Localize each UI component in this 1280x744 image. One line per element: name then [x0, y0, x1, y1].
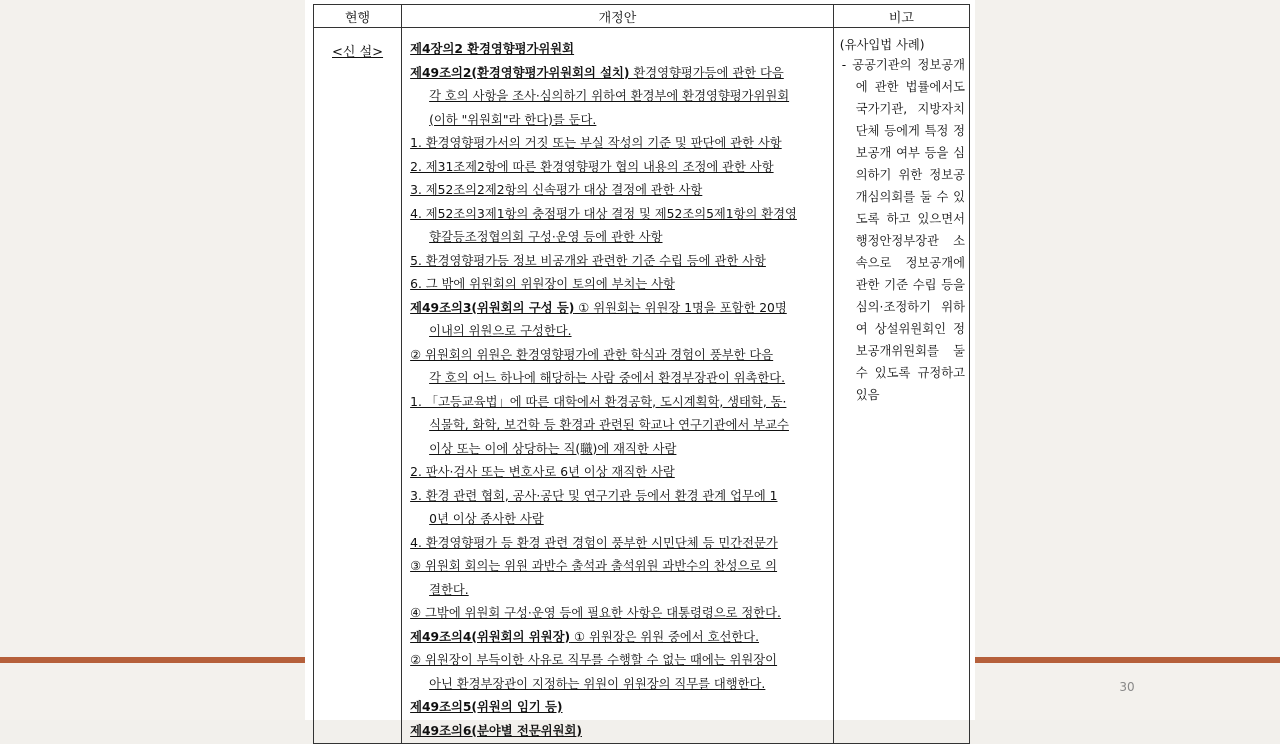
article-heading: 제49조의2(환경영향평가위원회의 설치) [410, 65, 630, 80]
article-heading: 제49조의3(위원회의 구성 등) [410, 300, 575, 315]
table-header-row [314, 5, 970, 28]
remarks-title: (유사입법 사례) [839, 38, 925, 52]
proposal-line: 제49조의2(환경영향평가위원회의 설치) 환경영향평가등에 관한 다음 [410, 65, 784, 80]
accent-rule-right [975, 657, 1280, 663]
proposal-line: 각 호의 어느 하나에 해당하는 사람 중에서 환경부장관이 위촉한다. [429, 371, 786, 385]
proposal-line: 제49조의5(위원의 임기 등) [410, 700, 563, 714]
proposal-line: 각 호의 사항을 조사·심의하기 위하여 환경부에 환경영향평가위원회 [429, 89, 790, 103]
proposal-line: 제4장의2 환경영향평가위원회 [410, 42, 575, 56]
proposal-line: 3. 환경 관련 협회, 공사·공단 및 연구기관 등에서 환경 관계 업무에 1 [410, 488, 778, 503]
header-remarks: 비고 [833, 5, 969, 28]
proposal-line: 1. 「고등교육법」에 따른 대학에서 환경공학, 도시계획학, 생태학, 동· [410, 394, 787, 409]
proposal-line: 결한다. [429, 582, 469, 597]
proposal-line: 6. 그 밖에 위원회의 위원장이 토의에 부치는 사항 [410, 277, 675, 291]
proposal-line: ③ 위원회 회의는 위원 과반수 출석과 출석위원 과반수의 찬성으로 의 [410, 559, 778, 573]
remarks-body: - 공공기관의 정보공개에 관한 법률에서도 국가기관, 지방자치단체 등에게 특정 정보공개 여부 등을 심의하기 위한 정보공개심의회를 둘 수 있도록 하고 있으면서 행정안정부장관 소속으로 정보공개에 관한 기준 수립 등을 심의·조정하기 위하여 상설위원회인 정보공개위원회를 둘 수 있도록 규정하고 있음 [841, 58, 965, 402]
proposal-line: 이상 또는 이에 상당하는 직(職)에 재직한 사람 [429, 441, 677, 456]
proposal-line: ② 위원회의 위원은 환경영향평가에 관한 학식과 경험이 풍부한 다음 [410, 347, 774, 362]
page-number: 30 [1119, 680, 1135, 694]
proposal-line: 제49조의6(분야별 전문위원회) [410, 723, 582, 738]
proposal-line: 2. 판사·검사 또는 변호사로 6년 이상 재직한 사람 [410, 465, 675, 479]
proposal-line: 이내의 위원으로 구성한다. [429, 324, 572, 338]
proposal-line: 식물학, 화학, 보건학 등 환경과 관련된 학교나 연구기관에서 부교수 [429, 418, 789, 432]
table-row [314, 28, 970, 744]
accent-rule-left [0, 657, 305, 663]
proposal-text [402, 28, 833, 743]
proposal-line: 0년 이상 종사한 사람 [429, 512, 544, 526]
proposal-line: ④ 그밖에 위원회 구성·운영 등에 필요한 사항은 대통령령으로 정한다. [410, 606, 781, 620]
article-heading: 제49조의4(위원회의 위원장) [410, 629, 571, 644]
proposal-line: 4. 환경영향평가 등 환경 관련 경험이 풍부한 시민단체 등 민간전문가 [410, 535, 778, 550]
new-provision-mark: <신 설> [332, 45, 384, 60]
proposal-line: 2. 제31조제2항에 따른 환경영향평가 협의 내용의 조정에 관한 사항 [410, 159, 774, 174]
proposal-line: (이하 "위원회"라 한다)를 둔다. [429, 112, 597, 127]
proposal-line: 아닌 환경부장관이 지정하는 위원이 위원장의 직무를 대행한다. [429, 676, 766, 691]
remarks-cell [833, 28, 969, 744]
proposal-line: 5. 환경영향평가등 정보 비공개와 관련한 기준 수립 등에 관한 사항 [410, 253, 766, 268]
proposal-line: ② 위원장이 부득이한 사유로 직무를 수행할 수 없는 때에는 위원장이 [410, 653, 778, 667]
document-page [305, 0, 975, 738]
proposal-line: 향갈등조정협의회 구성·운영 등에 관한 사항 [429, 230, 663, 244]
proposal-line: 3. 제52조의2제2항의 신속평가 대상 결정에 관한 사항 [410, 183, 703, 197]
proposal-line: 제49조의3(위원회의 구성 등) ① 위원회는 위원장 1명을 포함한 20명 [410, 300, 787, 315]
comparison-table [313, 4, 970, 744]
header-current: 현행 [314, 5, 402, 28]
proposal-line: 1. 환경영향평가서의 거짓 또는 부실 작성의 기준 및 판단에 관한 사항 [410, 136, 782, 150]
proposal-line: 제49조의4(위원회의 위원장) ① 위원장은 위원 중에서 호선한다. [410, 629, 760, 644]
proposal-cell [402, 28, 834, 744]
header-proposal: 개정안 [402, 5, 834, 28]
current-cell [314, 28, 402, 744]
proposal-line: 4. 제52조의3제1항의 충점평가 대상 결정 및 제52조의5제1항의 환경영 [410, 206, 797, 221]
